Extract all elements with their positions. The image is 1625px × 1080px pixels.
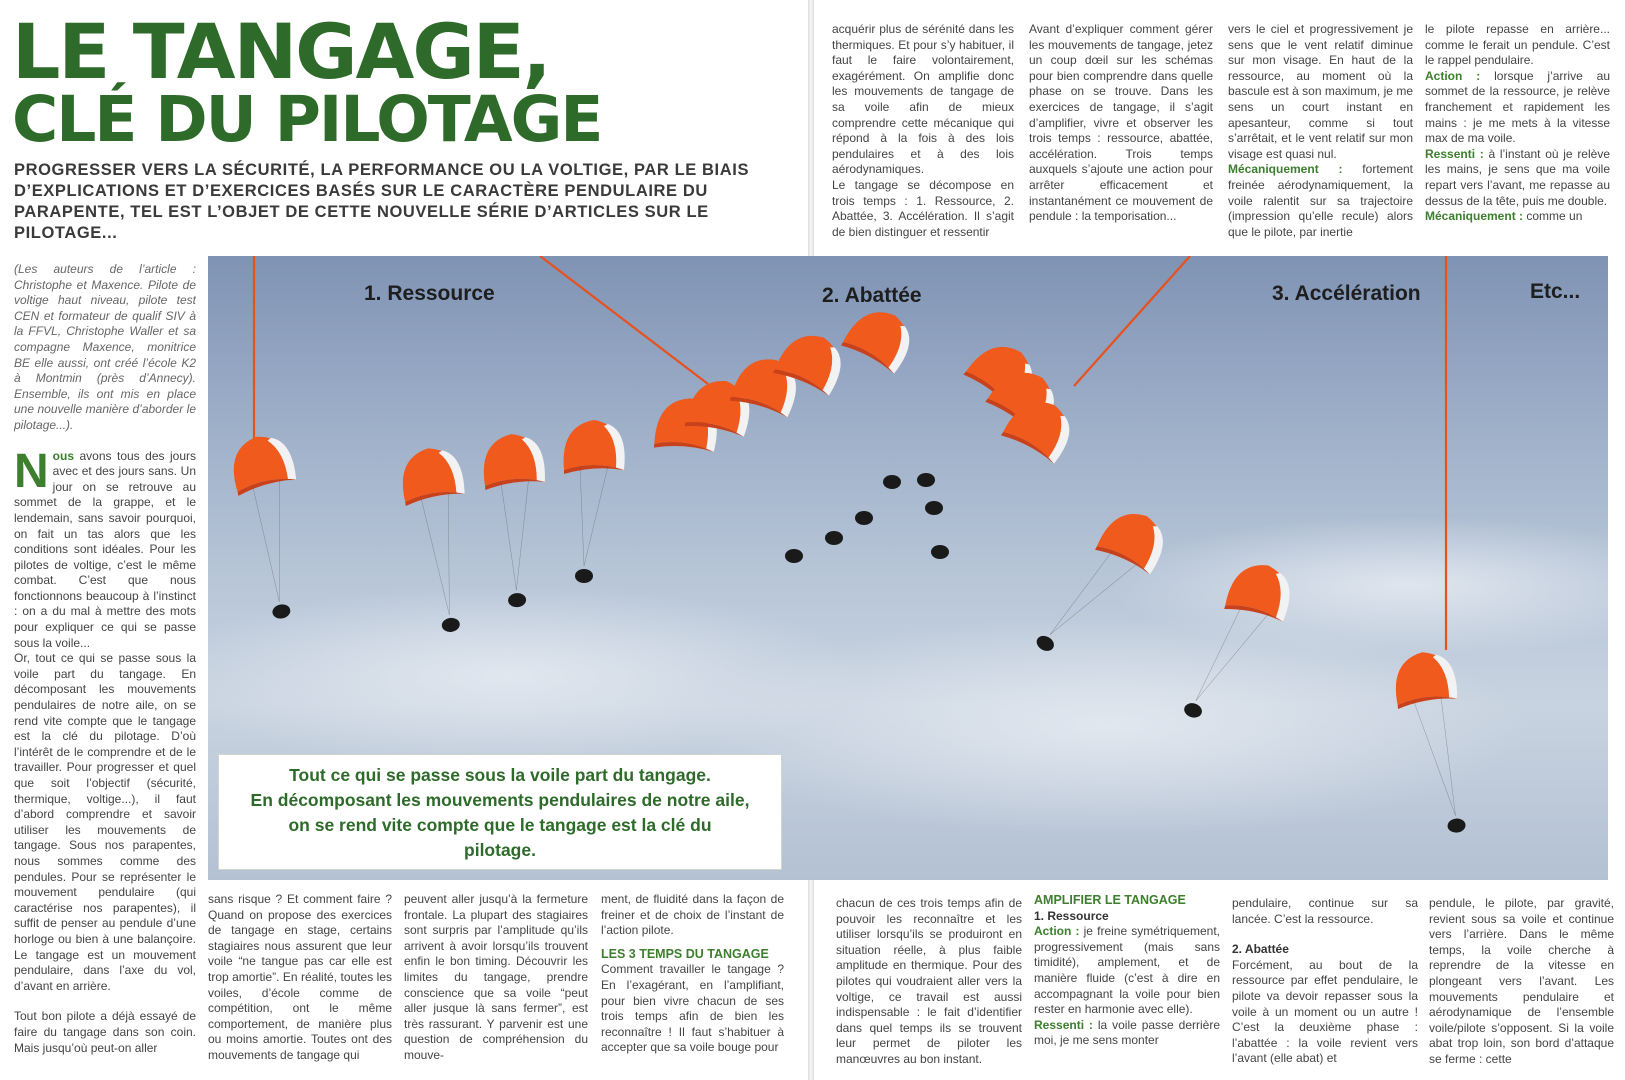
subsection-heading: 1. Ressource <box>1034 908 1109 923</box>
headline-line-1: LE TANGAGE, <box>12 7 550 96</box>
pull-quote-line: pilotage. <box>464 840 536 860</box>
pilot-silhouette <box>925 501 943 515</box>
suspension-line <box>509 479 537 590</box>
pilot-silhouette <box>931 545 949 559</box>
suspension-line <box>252 484 279 602</box>
paraglider-wing <box>227 430 325 622</box>
top-column-1: acquérir plus de sérénité dans les thermiques. Et pour s’y habituer, il faut le faire volontairement, exagérément. On amplifie donc les mouvements de tangage de sa voile afin de mieux comprendre cette mécanique qui répond à la fois à des lois pendulaires et à des lois aérodynamiques. Le tangage se décompose en trois temps : 1. Ressource, 2. Abattée, 3. Accélération. Il s’agit de bien distinguer et ressentir <box>832 22 1014 239</box>
intro-paragraph-2: Or, tout ce qui se passe sous la voile part du tangage. En décomposant les mouvements pendulaires de notre aile, on se rend vite compte que le tangage est la clé du pilotage. D’où l’intérêt de le comprendre et de le travailler. Pour progresser et quel que soit l’objectif (sécurité, thermique, voltige...), il faut d’abord comprendre et savoir utiliser les mouvements de tangage. Sous nos parapentes, nous sommes comme des pendules. Pour se représenter le mouvement pendulaire (qui caractérise nos parapentes), il suffit de penser au pendule d’une horloge ou bien à une balançoire. Le tangage est un mouvement pendulaire, dans l’axe du vol, d’avant en arrière. <box>14 651 196 993</box>
bottom-column-4: ment, de fluidité dans la façon de freiner et de choix de l’instant de l’action pilote. LES 3 TEMPS DU TANGAGE Comment travailler le tangage ? En l’exagérant, en l’amplifiant, pour bien vivre chacun de ses trois temps afin de bien les reconnaître ! Il faut s’habituer à accepter que sa voile bouge pour <box>601 892 784 1055</box>
suspension-line <box>501 480 517 590</box>
pull-quote-line: En décomposant les mouvements pendulaires de notre aile, <box>250 790 750 810</box>
top-column-2: Avant d’expliquer comment gérer les mouvements de tangage, jetez un coup dœil sur les schémas pour bien comprendre dans quelle phase on se trouve. Dans les exercices de tangage, il s’agit d’amplifier, vivre et observer les trois temps : ressource, abattée, accélération. Trois temps auxquels s’ajoute une action pour arrêter efficacement et instantanément ce mouvement de pendule : la temporisation... <box>1029 22 1213 224</box>
phase-label-acceleration: 3. Accélération <box>1272 282 1421 305</box>
phase-label-ressource: 1. Ressource <box>364 282 495 305</box>
pilot-silhouette <box>883 475 901 489</box>
left-column <box>14 262 196 1062</box>
bottom-column-7: pendulaire, continue sur sa lancée. C’est la ressource. 2. Abattée Forcément, au bout de la ressource par effet pendulaire, le pilote va devoir repasser sous la voile à un moment ou un autre ! C’est la deuxième phase : l’abattée : la voile revient vers l’avant (elle abat) et <box>1232 896 1418 1066</box>
intro-paragraph-3: Tout bon pilote a déjà essayé de faire du tangage dans son coin. Mais jusqu’où peut-on aller <box>14 1009 196 1055</box>
phase-label-abattee: 2. Abattée <box>822 284 922 307</box>
pull-quote <box>218 754 782 870</box>
pilot-silhouette <box>1447 818 1466 834</box>
bottom-column-6: AMPLIFIER LE TANGAGE 1. Ressource Action : je freine symétriquement, progressivement (mais sans timidité), amplement, et de manière fluide (c’est à dire en accompagnant la voile pour bien rester en harmonie avec elle). Ressenti : la voile passe derrière moi, je me sens monter <box>1034 893 1220 1048</box>
top-column-3: vers le ciel et progressivement je sens que le vent relatif diminue sur mon visage. En haut de la ressource, au moment où la bascule est à son maximum, je me sens un court instant en apesanteur, comme si tout s’arrêtait, et le vent relatif sur mon visage est quasi nul. Mécaniquement : fortement freinée aérodynamiquement, la voile ralentit sur sa trajectoire (impression qu’elle recule) alors que le pilote, par inertie <box>1228 22 1413 239</box>
pilot-silhouette <box>855 511 873 525</box>
intro-bold: ous <box>52 448 75 463</box>
drop-cap: N <box>14 444 49 498</box>
paraglider-wing <box>564 420 625 583</box>
suspension-line <box>254 479 304 602</box>
subsection-heading: 2. Abattée <box>1232 942 1289 957</box>
intro-paragraph: Nous avons tous des jours avec et des jours sans. Un jour on se retrouve au sommet de la grappe, et le lendemain, sans savoir pourquoi, on fait un tas alors que les conditions sont idéales. Pour les pilotes de voltige, c’est le même combat. C’est que nous fonctionnons beaucoup à l’instinct : on a du mal à mettre des mots pour expliquer ce qui se passe sous la voile... <box>14 444 196 650</box>
pull-quote-line: on se rend vite compte que le tangage est la clé du <box>288 815 712 835</box>
phase-label-etc: Etc... <box>1530 280 1581 303</box>
authors-note: (Les auteurs de l’article : Christophe et Maxence. Pilote de voltige haut niveau, pilote test CEN et formateur de qualif SIV à la FFVL, Christophe Waller et sa compagne Maxence, monitrice BE elle aussi, ont créé l’école K2 à Montmin (près d’Annecy). Ensemble, ils ont mis en place une nouvelle manière d’aborder le pilotage...). <box>14 262 196 432</box>
section-heading: AMPLIFIER LE TANGAGE <box>1034 893 1186 907</box>
paraglider-wing <box>841 299 921 377</box>
pointer-line <box>540 256 708 384</box>
top-column-4: le pilote repasse en arrière... comme le ferait un pendule. C’est le rappel pendulaire. Action : lorsque j’arrive au sommet de la ressource, je relève franchement et rapidement les mains : je me mets à la vitesse max de ma voile. Ressenti : à l’instant où je relève les mains, je sens que ma voile repart vers l’avant, me repasse au dessus de la tête, puis me double. Mécaniquement : comme un <box>1425 22 1610 224</box>
pilot-silhouette <box>917 473 935 487</box>
bottom-column-5: chacun de ces trois temps afin de pouvoir les reconnaître et les utiliser lorsqu’ils se produiront en situation réelle, à plus faible amplitude en thermique. Pour des pilotes qui voudraient aller vers la voltige, ce travail est aussi indispensable : le fait d’identifier dans quel temps ils se trouvent leur permet de piloter les manœuvres au bon instant. <box>836 896 1022 1066</box>
suspension-line <box>580 466 584 566</box>
pilot-silhouette <box>575 569 593 583</box>
standfirst: PROGRESSER VERS LA SÉCURITÉ, LA PERFORMANCE OU LA VOLTIGE, PAR LE BIAIS D’EXPLICATIONS ET D’EXERCICES BASÉS SUR LE CARACTÈRE PENDULAIRE DU PARAPENTE, TEL EST L’OBJET DE CETTE NOUVELLE SÉRIE D’ARTICLES SUR LE PILOTAGE... <box>14 161 750 242</box>
section-heading: LES 3 TEMPS DU TANGAGE <box>601 946 769 961</box>
bottom-column-8: pendule, le pilote, par gravité, revient sous sa voile et continue vers l’arrière. Dans le même temps, la voile cherche à reprendre de la vitesse en plongeant vers l’avant. Les mouvements pendulaire et aérodynamique de l’ensemble voile/pilote s’opposent. Si la voile abat trop loin, son bord d’attaque se ferme : cette <box>1429 896 1614 1066</box>
pointer-line <box>1074 256 1190 386</box>
suspension-line <box>584 466 608 566</box>
bottom-column-2: sans risque ? Et comment faire ? Quand on propose des exercices de tangage en stage, certains stagiaires nous assurent que leur voile “ne tangue pas car elle est trop amortie”. En réalité, toutes les voiles, d’école comme de compétition, ont le même comportement, de manière plus ou moins amortie. Toutes ont des mouvements de tangage qui <box>208 892 392 1062</box>
headline-line-2: CLÉ DU PILOTAGE <box>12 83 602 156</box>
pilot-silhouette <box>825 531 843 545</box>
paraglider-wing <box>481 432 554 609</box>
pilot-silhouette <box>785 549 803 563</box>
bottom-column-3: peuvent aller jusqu’à la fermeture frontale. La plupart des stagiaires sont surpris par l’amplitude qu’ils arrivent à avoir lorsqu’ils trouvent enfin le bon timing. Découvrir les limites du tangage, prendre conscience que sa voile “peut aller jusque là sans fermer”, est très rassurant. Y parvenir est une question de compréhension du mouve- <box>404 892 588 1062</box>
pull-quote-line: Tout ce qui se passe sous la voile part du tangage. <box>289 765 711 785</box>
